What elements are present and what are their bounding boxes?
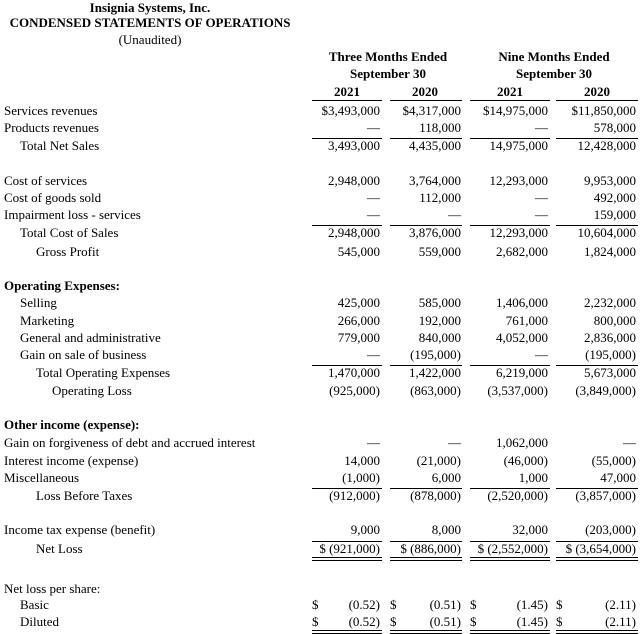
value-cell: — [535,190,548,205]
year-heading: 2020 [412,84,438,99]
total-double-rule [556,557,638,561]
subtotal-rule [470,138,550,139]
three-months-subheading: September 30 [350,66,426,81]
value-cell: (878,000) [410,488,461,503]
value-cell: $4,317,000 [402,103,461,118]
currency-symbol: $ [390,614,397,629]
value-cell: $ (3,654,000) [565,541,636,556]
value-cell: 12,428,000 [577,138,636,153]
value-cell: (0.51) [429,614,461,629]
row-label: Miscellaneous [4,470,80,485]
row-label: Products revenues [4,120,99,135]
subtotal-rule [556,365,638,366]
statement-title: CONDENSED STATEMENTS OF OPERATIONS [9,15,291,30]
value-cell: 47,000 [600,470,636,485]
subtotal-rule [470,365,550,366]
year-underline [312,100,382,101]
row-label: Cost of goods sold [4,190,102,205]
subtotal-rule [556,541,638,542]
value-cell: — [367,120,380,135]
value-cell: 761,000 [505,313,548,328]
value-cell: 559,000 [418,244,461,259]
subtotal-rule [470,541,550,542]
row-label: Gain on sale of business [20,347,147,362]
row-label: Total Cost of Sales [20,225,119,240]
value-cell: (46,000) [503,453,548,468]
row-label: Services revenues [4,103,98,118]
subtotal-rule [312,365,382,366]
subtotal-rule [556,488,638,489]
value-cell: 9,953,000 [584,173,636,188]
currency-symbol: $ [312,597,319,612]
currency-symbol: $ [470,614,477,629]
value-cell: 585,000 [418,295,461,310]
value-cell: (1.45) [516,597,548,612]
value-cell: — [535,347,548,362]
value-cell: (3,537,000) [487,383,548,398]
value-cell: (2,520,000) [487,488,548,503]
row-label: Other income (expense): [4,417,140,432]
total-double-rule [556,630,638,634]
value-cell: $ (886,000) [400,541,461,556]
value-cell: — [367,190,380,205]
value-cell: 1,000 [518,470,548,485]
subtotal-rule [470,488,550,489]
value-cell: — [535,120,548,135]
total-double-rule [312,557,382,561]
row-label: Net Loss [36,541,83,556]
value-cell: 118,000 [419,120,461,135]
value-cell: (0.52) [348,614,380,629]
year-heading: 2021 [334,84,360,99]
value-cell: 32,000 [512,522,548,537]
value-cell: $11,850,000 [571,103,636,118]
nine-months-subheading: September 30 [516,66,592,81]
nine-months-heading: Nine Months Ended [498,49,610,64]
value-cell: (0.52) [348,597,380,612]
row-label: Net loss per share: [4,581,101,596]
value-cell: — [367,347,380,362]
subtotal-rule [312,225,382,226]
row-label: Marketing [20,313,75,328]
value-cell: 192,000 [418,313,461,328]
value-cell: 3,876,000 [409,225,461,240]
subtotal-rule [312,138,382,139]
currency-symbol: $ [470,597,477,612]
value-cell: (195,000) [410,347,461,362]
row-label: Operating Expenses: [4,278,120,293]
value-cell: 2,948,000 [328,225,380,240]
subtotal-rule [556,138,638,139]
subtotal-rule [390,488,462,489]
value-cell: $14,975,000 [483,103,548,118]
row-label: Impairment loss - services [4,207,141,222]
value-cell: 1,406,000 [496,295,548,310]
value-cell: 8,000 [431,522,461,537]
value-cell: (2.11) [605,597,636,612]
row-label: Loss Before Taxes [36,488,133,503]
row-label: Basic [20,597,49,612]
value-cell: (3,857,000) [575,488,636,503]
total-double-rule [470,630,550,634]
row-label: Operating Loss [52,383,132,398]
value-cell: 4,435,000 [409,138,461,153]
value-cell: 3,764,000 [409,173,461,188]
row-label: Gain on forgiveness of debt and accrued interest [4,435,256,450]
row-label: Income tax expense (benefit) [4,522,156,537]
value-cell: (21,000) [416,453,461,468]
currency-symbol: $ [390,597,397,612]
value-cell: 14,975,000 [489,138,548,153]
value-cell: 159,000 [593,207,636,222]
subtotal-rule [390,365,462,366]
row-label: General and administrative [20,330,161,345]
value-cell: 425,000 [337,295,380,310]
value-cell: (2.11) [605,614,636,629]
value-cell: 5,673,000 [584,365,636,380]
value-cell: 10,604,000 [577,225,636,240]
value-cell: 2,232,000 [584,295,636,310]
total-double-rule [470,557,550,561]
value-cell: 2,948,000 [328,173,380,188]
value-cell: $ (921,000) [319,541,380,556]
value-cell: $3,493,000 [321,103,380,118]
value-cell: 1,422,000 [409,365,461,380]
value-cell: (1,000) [342,470,380,485]
value-cell: — [535,207,548,222]
year-heading: 2021 [497,84,523,99]
value-cell: (1.45) [516,614,548,629]
value-cell: 6,219,000 [496,365,548,380]
row-label: Gross Profit [36,244,100,259]
total-double-rule [390,630,462,634]
subtotal-rule [312,488,382,489]
row-label: Cost of services [4,173,88,188]
value-cell: 840,000 [418,330,461,345]
value-cell: $ (2,552,000) [477,541,548,556]
subtotal-rule [390,225,462,226]
value-cell: 112,000 [419,190,461,205]
row-label: Total Operating Expenses [36,365,171,380]
value-cell: 1,824,000 [584,244,636,259]
value-cell: 6,000 [431,470,461,485]
value-cell: 2,836,000 [584,330,636,345]
value-cell: 9,000 [350,522,380,537]
total-double-rule [390,557,462,561]
value-cell: 1,062,000 [496,435,548,450]
subtotal-rule [390,138,462,139]
value-cell: 14,000 [344,453,380,468]
statement-subtitle: (Unaudited) [118,32,182,47]
value-cell: — [623,435,636,450]
subtotal-rule [470,225,550,226]
value-cell: (863,000) [410,383,461,398]
value-cell: 1,470,000 [328,365,380,380]
value-cell: — [367,207,380,222]
currency-symbol: $ [556,614,563,629]
value-cell: 2,682,000 [496,244,548,259]
value-cell: 800,000 [593,313,636,328]
value-cell: — [448,435,461,450]
value-cell: 12,293,000 [489,225,548,240]
total-double-rule [312,630,382,634]
value-cell: (912,000) [329,488,380,503]
value-cell: 3,493,000 [328,138,380,153]
value-cell: — [367,435,380,450]
year-underline [470,100,550,101]
currency-symbol: $ [556,597,563,612]
value-cell: (203,000) [585,522,636,537]
value-cell: (195,000) [585,347,636,362]
three-months-heading: Three Months Ended [328,49,448,64]
subtotal-rule [556,225,638,226]
row-label: Total Net Sales [20,138,100,153]
value-cell: (0.51) [429,597,461,612]
row-label: Diluted [20,614,59,629]
value-cell: (55,000) [591,453,636,468]
value-cell: 12,293,000 [489,173,548,188]
row-label: Selling [20,295,57,310]
value-cell: (3,849,000) [575,383,636,398]
year-underline [556,100,638,101]
value-cell: 4,052,000 [496,330,548,345]
year-heading: 2020 [584,84,610,99]
year-underline [390,100,462,101]
currency-symbol: $ [312,614,319,629]
value-cell: 266,000 [337,313,380,328]
value-cell: (925,000) [329,383,380,398]
subtotal-rule [390,541,462,542]
row-label: Interest income (expense) [4,453,139,468]
subtotal-rule [312,541,382,542]
value-cell: — [448,207,461,222]
value-cell: 779,000 [337,330,380,345]
value-cell: 578,000 [593,120,636,135]
value-cell: 545,000 [337,244,380,259]
company-name: Insignia Systems, Inc. [89,0,211,15]
value-cell: 492,000 [593,190,636,205]
